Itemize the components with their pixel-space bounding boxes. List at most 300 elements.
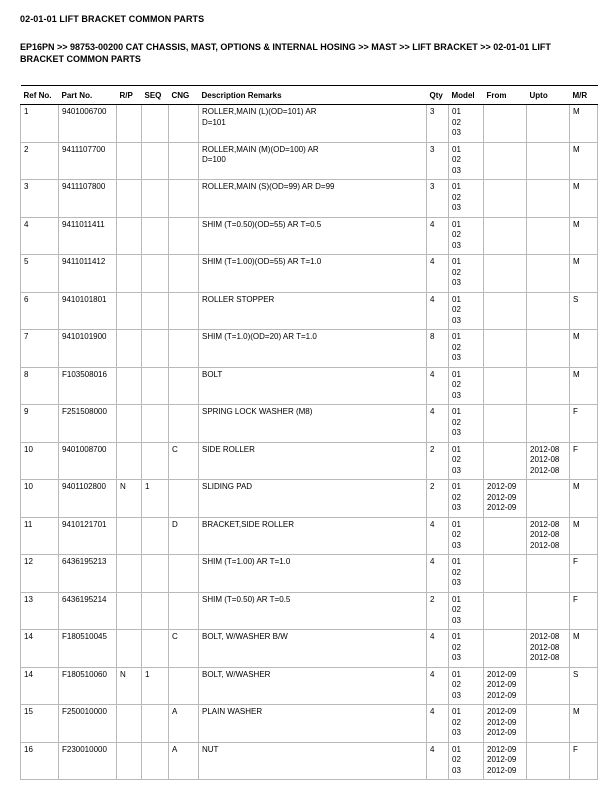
cell-qty [427,592,449,630]
cell-line: S [573,669,579,679]
cell-seq [142,517,169,555]
cell-from [484,705,527,743]
cell-cng [169,330,199,368]
cell-ref-no [21,592,59,630]
cell-upto [527,742,570,780]
cell-description [199,555,427,593]
cell-seq [142,742,169,780]
cell-qty [427,255,449,293]
cell-from [484,555,527,593]
cell-line: 03 [452,390,461,400]
cell-line: 2012-09 [487,492,517,502]
cell-description [199,705,427,743]
cell-mr [570,630,598,668]
cell-line: F [573,557,578,566]
cell-upto [527,480,570,518]
cell-line: M [573,182,580,191]
cell-line: 3 [430,107,435,116]
cell-from [484,742,527,780]
cell-line: 01 [452,669,461,679]
table-row [21,592,598,630]
cell-mr [570,255,598,293]
cell-qty [427,630,449,668]
cell-description [199,142,427,180]
cell-ref-no [21,105,59,143]
cell-cng [169,480,199,518]
cell-line: 02 [452,380,461,389]
cell-line: 03 [452,540,461,550]
cell-line: 01 [452,332,461,341]
cell-line: 01 [452,182,461,191]
cell-model [449,217,484,255]
column-header: SEQ [142,86,169,105]
cell-line: 03 [452,578,461,587]
cell-line: 12 [24,557,33,566]
cell-line: 02 [452,567,461,577]
cell-ref-no [21,442,59,480]
cell-seq [142,705,169,743]
cell-cng [169,405,199,443]
cell-from [484,180,527,218]
cell-upto [527,330,570,368]
cell-model [449,367,484,405]
cell-upto [527,255,570,293]
cell-line: 16 [24,744,33,754]
cell-upto [527,667,570,705]
cell-line: F [573,444,578,454]
cell-line: 13 [24,594,33,604]
cell-line: 2012-08 [530,540,560,550]
cell-from [484,667,527,705]
cell-upto [527,405,570,443]
cell-line: 4 [430,407,435,416]
cell-line: 03 [452,203,461,212]
cell-line: 02 [452,492,461,502]
cell-from [484,142,527,180]
cell-line: 10 [24,482,33,491]
table-row [21,630,598,668]
cell-qty [427,555,449,593]
cell-line: 02 [452,680,461,689]
cell-upto [527,592,570,630]
cell-part-no [59,555,117,593]
cell-model [449,405,484,443]
cell-line: 03 [452,278,461,287]
cell-qty [427,517,449,555]
cell-line: 1 [145,482,150,491]
cell-from [484,630,527,668]
cell-line: 03 [452,765,461,775]
cell-part-no [59,105,117,143]
cell-qty [427,330,449,368]
cell-seq [142,555,169,593]
cell-line: A [172,744,178,754]
cell-line: 03 [452,728,461,737]
table-row [21,480,598,518]
cell-from [484,592,527,630]
cell-line: 2012-08 [530,444,560,454]
cell-upto [527,367,570,405]
cell-line: 02 [452,305,461,314]
cell-description [199,105,427,143]
cell-line: M [573,144,580,154]
cell-rp [117,255,142,293]
cell-line: 03 [452,353,461,362]
column-header: Qty [427,86,449,105]
cell-seq [142,330,169,368]
cell-line: F230010000 [62,744,107,754]
cell-line: SIDE ROLLER [202,444,255,454]
cell-line: F [573,407,578,416]
cell-seq [142,105,169,143]
cell-model [449,330,484,368]
cell-cng [169,592,199,630]
cell-line: SHIM (T=1.00) AR T=1.0 [202,557,291,566]
cell-rp [117,705,142,743]
cell-description [199,292,427,330]
cell-line: ROLLER,MAIN (M)(OD=100) AR [202,144,319,154]
cell-line: 2012-09 [487,503,517,512]
column-header: From [484,86,527,105]
cell-line: M [573,369,580,379]
cell-line: 2012-08 [530,519,560,529]
cell-qty [427,405,449,443]
cell-line: 2012-08 [530,530,560,539]
cell-ref-no [21,330,59,368]
cell-rp [117,367,142,405]
cell-line: 4 [430,707,435,716]
cell-line: 03 [452,503,461,512]
cell-line: 3 [430,144,435,154]
cell-line: SHIM (T=0.50)(OD=55) AR T=0.5 [202,219,322,229]
cell-line: F180510060 [62,669,107,679]
cell-line: 6 [24,294,29,304]
cell-ref-no [21,255,59,293]
cell-line: 01 [452,219,461,229]
cell-cng [169,142,199,180]
cell-part-no [59,630,117,668]
cell-line: 2012-09 [487,728,517,737]
table-header-row [21,86,598,105]
cell-line: 4 [430,257,435,266]
cell-line: 14 [24,632,33,641]
cell-line: 9401102800 [62,482,106,491]
cell-line: D=100 [202,155,226,164]
cell-line: 02 [452,417,461,427]
cell-model [449,517,484,555]
cell-line: 03 [452,165,461,175]
cell-rp [117,217,142,255]
cell-line: F250010000 [62,707,107,716]
cell-upto [527,442,570,480]
cell-line: 5 [24,257,29,266]
cell-rp [117,630,142,668]
cell-line: 2012-08 [530,465,560,475]
cell-upto [527,142,570,180]
cell-mr [570,442,598,480]
cell-seq [142,630,169,668]
cell-line: F251508000 [62,407,107,416]
cell-ref-no [21,217,59,255]
cell-description [199,442,427,480]
cell-line: 6436195213 [62,557,107,566]
cell-line: 7 [24,332,29,341]
cell-line: 4 [430,632,435,641]
cell-line: 9411107700 [62,144,106,154]
cell-mr [570,517,598,555]
cell-rp [117,742,142,780]
cell-mr [570,742,598,780]
cell-line: 2012-09 [487,744,517,754]
cell-line: 1 [145,669,150,679]
cell-line: 02 [452,717,461,727]
cell-line: 03 [452,690,461,700]
cell-line: N [120,482,126,491]
cell-description [199,180,427,218]
cell-model [449,180,484,218]
cell-mr [570,142,598,180]
column-header: Ref No. [21,86,59,105]
cell-mr [570,330,598,368]
cell-line: D=101 [202,117,226,127]
cell-upto [527,517,570,555]
cell-description [199,405,427,443]
cell-part-no [59,180,117,218]
cell-seq [142,292,169,330]
cell-line: 14 [24,669,33,679]
cell-rp [117,330,142,368]
cell-ref-no [21,705,59,743]
cell-line: 2012-09 [487,690,517,700]
cell-line: 01 [452,444,461,454]
cell-description [199,217,427,255]
cell-line: 1 [24,107,29,116]
cell-line: 2012-08 [530,632,560,641]
cell-line: 10 [24,444,33,454]
cell-line: BOLT [202,369,223,379]
cell-seq [142,405,169,443]
cell-line: 2012-09 [487,669,517,679]
cell-seq [142,217,169,255]
cell-rp [117,292,142,330]
cell-seq [142,142,169,180]
cell-rp [117,480,142,518]
cell-line: 4 [430,519,435,529]
cell-line: 01 [452,557,461,566]
cell-line: 02 [452,192,461,202]
cell-upto [527,180,570,218]
cell-line: 9410101900 [62,332,107,341]
cell-line: 01 [452,482,461,491]
cell-mr [570,105,598,143]
cell-qty [427,667,449,705]
cell-line: 02 [452,155,461,164]
table-row [21,142,598,180]
cell-part-no [59,292,117,330]
cell-line: 01 [452,744,461,754]
cell-part-no [59,255,117,293]
cell-line: 03 [452,128,461,137]
cell-mr [570,217,598,255]
cell-model [449,592,484,630]
parts-table [20,85,598,780]
table-row [21,217,598,255]
cell-rp [117,442,142,480]
cell-part-no [59,705,117,743]
cell-seq [142,442,169,480]
cell-from [484,217,527,255]
cell-line: 03 [452,465,461,475]
cell-model [449,555,484,593]
cell-seq [142,367,169,405]
table-row [21,292,598,330]
cell-line: 02 [452,267,461,277]
cell-line: F [573,744,578,754]
cell-line: 9410121701 [62,519,107,529]
cell-line: M [573,519,580,529]
cell-qty [427,742,449,780]
cell-mr [570,367,598,405]
cell-line: C [172,632,178,641]
cell-description [199,480,427,518]
cell-qty [427,105,449,143]
cell-description [199,255,427,293]
cell-line: 01 [452,632,461,641]
cell-line: F103508016 [62,369,107,379]
table-row [21,105,598,143]
cell-line: 3 [24,182,29,191]
cell-ref-no [21,292,59,330]
cell-line: 9401006700 [62,107,107,116]
cell-cng [169,217,199,255]
table-row [21,367,598,405]
cell-upto [527,105,570,143]
cell-line: SPRING LOCK WASHER (M8) [202,407,313,416]
cell-from [484,255,527,293]
cell-line: 2 [430,594,435,604]
cell-mr [570,405,598,443]
cell-cng [169,517,199,555]
column-header: R/P [117,86,142,105]
column-header: Part No. [59,86,117,105]
cell-description [199,667,427,705]
cell-model [449,292,484,330]
cell-rp [117,592,142,630]
cell-qty [427,217,449,255]
cell-ref-no [21,667,59,705]
cell-cng [169,292,199,330]
cell-line: 3 [430,182,435,191]
cell-ref-no [21,555,59,593]
cell-line: 2 [430,482,435,491]
cell-ref-no [21,517,59,555]
cell-line: BRACKET,SIDE ROLLER [202,519,295,529]
cell-part-no [59,517,117,555]
cell-line: 2012-08 [530,653,560,662]
cell-line: M [573,107,580,116]
cell-line: 2012-09 [487,680,517,689]
cell-cng [169,742,199,780]
cell-line: BOLT, W/WASHER [202,669,271,679]
cell-line: 02 [452,605,461,614]
cell-line: 9411107800 [62,182,106,191]
cell-qty [427,480,449,518]
cell-model [449,705,484,743]
cell-model [449,255,484,293]
cell-seq [142,180,169,218]
cell-cng [169,180,199,218]
cell-model [449,667,484,705]
cell-line: M [573,707,580,716]
table-row [21,555,598,593]
cell-line: 2 [430,444,435,454]
cell-qty [427,292,449,330]
cell-line: SHIM (T=1.0)(OD=20) AR T=1.0 [202,332,317,341]
cell-ref-no [21,405,59,443]
cell-description [199,330,427,368]
cell-rp [117,555,142,593]
cell-mr [570,592,598,630]
cell-line: 4 [430,369,435,379]
cell-line: 03 [452,653,461,662]
cell-description [199,367,427,405]
cell-line: 01 [452,369,461,379]
cell-from [484,480,527,518]
cell-rp [117,667,142,705]
document-title: 02-01-01 LIFT BRACKET COMMON PARTS [20,14,205,24]
cell-description [199,742,427,780]
cell-line: M [573,257,580,266]
cell-part-no [59,480,117,518]
cell-model [449,105,484,143]
cell-line: 9410101801 [62,294,107,304]
cell-part-no [59,742,117,780]
cell-line: S [573,294,579,304]
cell-description [199,592,427,630]
table-row [21,705,598,743]
cell-line: A [172,707,178,716]
breadcrumb: EP16PN >> 98753-00200 CAT CHASSIS, MAST, OPTIONS & INTERNAL HOSING >> MAST >> LIFT BRACKET >> 02-01-01 LIFT BRACKET COMMON PARTS [20,42,551,64]
cell-line: 02 [452,230,461,239]
cell-ref-no [21,742,59,780]
cell-line: 03 [452,615,461,625]
cell-line: 11 [24,519,33,529]
cell-ref-no [21,480,59,518]
cell-model [449,742,484,780]
cell-upto [527,705,570,743]
cell-line: 02 [452,117,461,127]
column-header: Description Remarks [199,86,427,105]
cell-line: 8 [430,332,435,341]
cell-mr [570,480,598,518]
cell-line: M [573,219,580,229]
cell-line: ROLLER,MAIN (L)(OD=101) AR [202,107,317,116]
cell-line: M [573,632,580,641]
cell-model [449,442,484,480]
cell-part-no [59,442,117,480]
column-header: CNG [169,86,199,105]
cell-upto [527,555,570,593]
table-row [21,667,598,705]
cell-qty [427,442,449,480]
cell-line: 01 [452,707,461,716]
cell-line: 2012-09 [487,717,517,727]
column-header: Model [449,86,484,105]
cell-ref-no [21,367,59,405]
cell-part-no [59,367,117,405]
cell-from [484,442,527,480]
cell-cng [169,442,199,480]
